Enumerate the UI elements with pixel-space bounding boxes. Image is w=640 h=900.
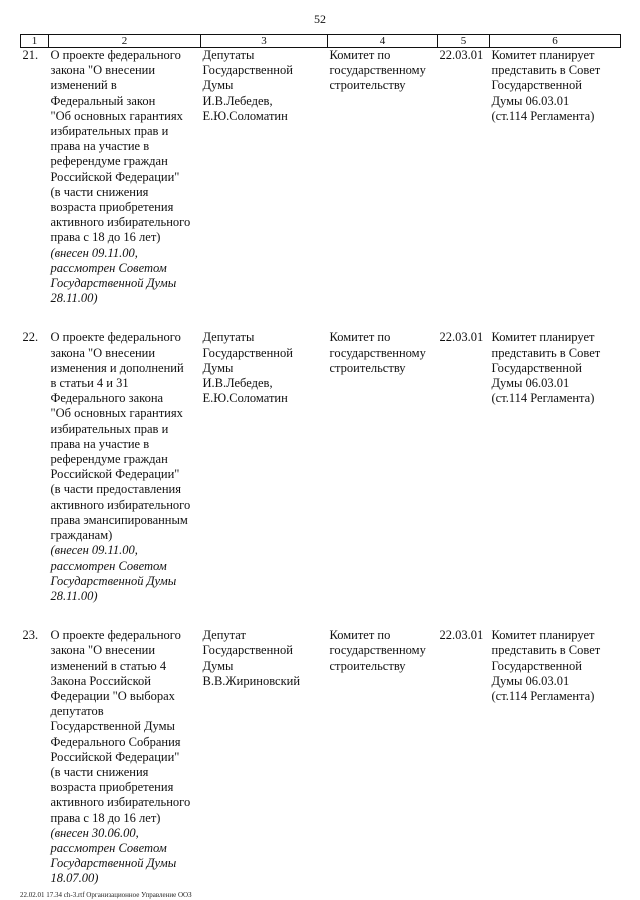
status-line: Комитет планирует bbox=[491, 628, 595, 643]
committee-line: строительству bbox=[329, 78, 406, 93]
bill-title-line: возраста приобретения bbox=[50, 200, 174, 215]
status-line: Думы 06.03.01 bbox=[491, 93, 570, 108]
bill-title-line: О проекте федерального bbox=[50, 330, 181, 345]
committee-line: Комитет по bbox=[329, 628, 391, 643]
bill-title-line: закона "О внесении bbox=[50, 643, 156, 658]
bill-title-line: "Об основных гарантиях bbox=[50, 108, 183, 123]
committee bbox=[330, 48, 436, 94]
authors-line: Думы bbox=[202, 360, 234, 375]
committee-cell bbox=[328, 628, 438, 886]
authors-line: Думы bbox=[202, 658, 234, 673]
status-line: представить в Совет bbox=[491, 63, 601, 78]
committee bbox=[330, 330, 436, 376]
bill-note-line: Государственной Думы bbox=[50, 276, 177, 291]
bill-title-line: депутатов bbox=[50, 704, 104, 719]
bill-title-line: референдуме граждан bbox=[50, 452, 168, 467]
bill-cell bbox=[49, 330, 201, 604]
status-line: Государственной bbox=[491, 78, 582, 93]
bill-title-line: изменения и дополнений bbox=[50, 360, 184, 375]
status bbox=[492, 48, 619, 124]
footer-meta: 22.02.01 17.34 ch-3.rtf Организационное Управление ООЗ bbox=[20, 891, 192, 899]
status-line: (ст.114 Регламента) bbox=[491, 108, 595, 123]
bill-title bbox=[51, 330, 199, 543]
column-header: 4 bbox=[328, 35, 438, 48]
bill-title-line: избирательных прав и bbox=[50, 124, 169, 139]
date-cell: 22.03.01 bbox=[439, 330, 484, 345]
bill-title-line: активного избирательного bbox=[50, 497, 191, 512]
date-cell: 22.03.01 bbox=[439, 48, 484, 62]
committee bbox=[330, 628, 436, 674]
bill-title-line: (в части снижения bbox=[50, 764, 149, 779]
bill-title-line: возраста приобретения bbox=[50, 780, 174, 795]
bill-title-line: права на участие в bbox=[50, 139, 150, 154]
bill-title-line: "Об основных гарантиях bbox=[50, 406, 183, 421]
status-line: Комитет планирует bbox=[491, 330, 595, 345]
status-line: (ст.114 Регламента) bbox=[491, 391, 595, 406]
bill-title bbox=[51, 628, 199, 826]
bill-title bbox=[51, 48, 199, 246]
bill-title-line: Российской Федерации" bbox=[50, 467, 180, 482]
status-line: (ст.114 Регламента) bbox=[491, 688, 595, 703]
bill-note-line: рассмотрен Советом bbox=[50, 260, 167, 275]
bill-note-line: рассмотрен Советом bbox=[50, 840, 167, 855]
authors-line: И.В.Лебедев, bbox=[202, 93, 273, 108]
bill-note-line: (внесен 09.11.00, bbox=[50, 543, 138, 558]
status-line: Государственной bbox=[491, 360, 582, 375]
status-cell bbox=[490, 48, 621, 307]
table-row bbox=[21, 48, 621, 307]
bill-note bbox=[51, 246, 199, 307]
status-line: представить в Совет bbox=[491, 643, 601, 658]
bill-cell bbox=[49, 628, 201, 886]
bill-title-line: Закона Российской bbox=[50, 673, 151, 688]
committee-line: Комитет по bbox=[329, 48, 391, 62]
bill-note-line: Государственной Думы bbox=[50, 856, 177, 871]
committee-line: строительству bbox=[329, 360, 406, 375]
bill-note-line: рассмотрен Советом bbox=[50, 558, 167, 573]
bill-title-line: изменений в bbox=[50, 78, 117, 93]
date-cell: 22.03.01 bbox=[439, 628, 484, 643]
authors-line: Е.Ю.Соломатин bbox=[202, 108, 288, 123]
bill-title-line: закона "О внесении bbox=[50, 345, 156, 360]
status-cell bbox=[490, 330, 621, 604]
bill-title-line: избирательных прав и bbox=[50, 421, 169, 436]
status-line: представить в Совет bbox=[491, 345, 601, 360]
row-number: 21. bbox=[22, 48, 39, 62]
column-header: 3 bbox=[201, 35, 328, 48]
column-header: 6 bbox=[490, 35, 621, 48]
authors-line: Государственной bbox=[202, 63, 293, 78]
column-number-row bbox=[21, 35, 621, 48]
authors-line: В.В.Жириновский bbox=[202, 673, 301, 688]
authors bbox=[203, 48, 326, 124]
status-line: Думы 06.03.01 bbox=[491, 673, 570, 688]
bill-title-line: активного избирательного bbox=[50, 215, 191, 230]
bill-title-line: права с 18 до 16 лет) bbox=[50, 230, 161, 245]
bill-title-line: Российской Федерации" bbox=[50, 169, 180, 184]
bill-title-line: (в части снижения bbox=[50, 184, 149, 199]
committee-line: строительству bbox=[329, 658, 406, 673]
bill-note-line: 28.11.00) bbox=[50, 588, 98, 603]
authors-cell bbox=[201, 330, 328, 604]
authors-line: И.В.Лебедев, bbox=[202, 376, 273, 391]
committee-line: государственному bbox=[329, 63, 426, 78]
authors-line: Депутат bbox=[202, 628, 246, 643]
bills-table bbox=[20, 34, 621, 887]
bill-title-line: Федерального Собрания bbox=[50, 734, 181, 749]
bill-title-line: (в части предоставления bbox=[50, 482, 181, 497]
table-row bbox=[21, 330, 621, 604]
bill-note bbox=[51, 826, 199, 887]
status bbox=[492, 628, 619, 704]
bill-title-line: права эмансипированным bbox=[50, 512, 188, 527]
authors-line: Депутаты bbox=[202, 330, 255, 345]
authors bbox=[203, 628, 326, 689]
bill-note bbox=[51, 543, 199, 604]
status bbox=[492, 330, 619, 406]
bill-note-line: (внесен 30.06.00, bbox=[50, 825, 139, 840]
bill-title-line: в статьи 4 и 31 bbox=[50, 376, 129, 391]
committee-cell bbox=[328, 48, 438, 307]
bill-note-line: 18.07.00) bbox=[50, 871, 99, 886]
column-header: 2 bbox=[49, 35, 201, 48]
authors-cell bbox=[201, 628, 328, 886]
row-number: 22. bbox=[22, 330, 39, 345]
bill-note-line: Государственной Думы bbox=[50, 573, 177, 588]
bill-title-line: изменений в статью 4 bbox=[50, 658, 167, 673]
row-spacer bbox=[21, 306, 621, 330]
bill-title-line: Российской Федерации" bbox=[50, 749, 180, 764]
authors-line: Государственной bbox=[202, 643, 293, 658]
row-spacer bbox=[21, 604, 621, 628]
committee-line: государственному bbox=[329, 643, 426, 658]
authors-line: Думы bbox=[202, 78, 234, 93]
status-line: Комитет планирует bbox=[491, 48, 595, 62]
bill-title-line: О проекте федерального bbox=[50, 48, 181, 62]
bill-title-line: права с 18 до 16 лет) bbox=[50, 810, 161, 825]
status-cell bbox=[490, 628, 621, 886]
authors-cell bbox=[201, 48, 328, 307]
bill-note-line: 28.11.00) bbox=[50, 291, 98, 306]
authors bbox=[203, 330, 326, 406]
authors-line: Государственной bbox=[202, 345, 293, 360]
bill-cell bbox=[49, 48, 201, 307]
bill-title-line: Федерального закона bbox=[50, 391, 164, 406]
bill-title-line: О проекте федерального bbox=[50, 628, 181, 643]
bill-title-line: закона "О внесении bbox=[50, 63, 156, 78]
bill-title-line: Государственной Думы bbox=[50, 719, 175, 734]
row-spacer-cell bbox=[21, 604, 621, 628]
committee-line: Комитет по bbox=[329, 330, 391, 345]
bill-title-line: гражданам) bbox=[50, 528, 113, 543]
bill-title-line: Федерации "О выборах bbox=[50, 688, 175, 703]
row-number: 23. bbox=[22, 628, 39, 643]
bill-title-line: активного избирательного bbox=[50, 795, 191, 810]
bill-title-line: референдуме граждан bbox=[50, 154, 168, 169]
bill-note-line: (внесен 09.11.00, bbox=[50, 245, 138, 260]
authors-line: Е.Ю.Соломатин bbox=[202, 391, 288, 406]
status-line: Думы 06.03.01 bbox=[491, 376, 570, 391]
bill-title-line: Федеральный закон bbox=[50, 93, 156, 108]
table-row bbox=[21, 628, 621, 886]
bill-title-line: права на участие в bbox=[50, 436, 150, 451]
column-header: 1 bbox=[21, 35, 49, 48]
row-spacer-cell bbox=[21, 306, 621, 330]
committee-line: государственному bbox=[329, 345, 426, 360]
column-header: 5 bbox=[438, 35, 490, 48]
committee-cell bbox=[328, 330, 438, 604]
status-line: Государственной bbox=[491, 658, 582, 673]
page-number: 52 bbox=[314, 12, 326, 26]
authors-line: Депутаты bbox=[202, 48, 255, 62]
